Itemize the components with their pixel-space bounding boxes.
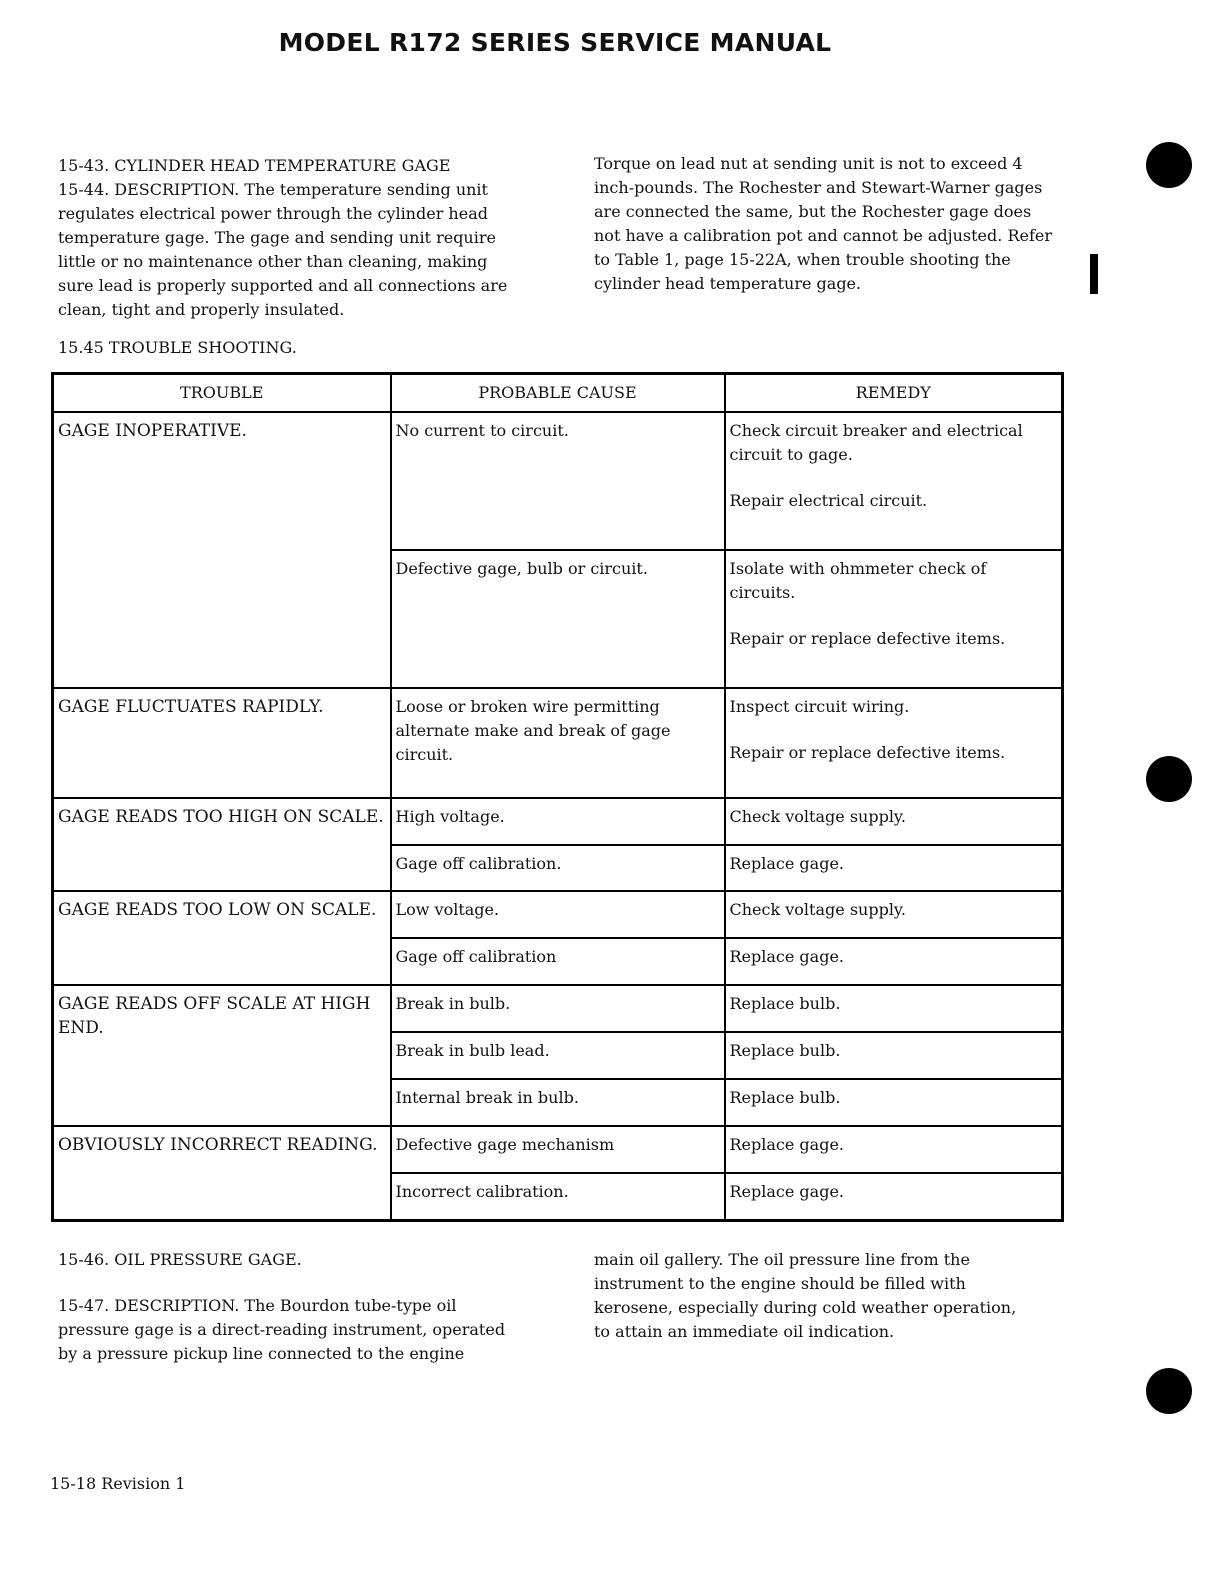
table-row [53,688,1063,797]
cause-cell: No current to circuit. [391,412,725,550]
remedy-text: Replace bulb. [729,1041,841,1061]
remedy-cell [725,891,1063,938]
remedy-text: Replace gage. [729,947,845,967]
table-header-row [53,374,1063,413]
cause-cell: Gage off calibration [391,938,725,985]
remedy-cell [725,1173,1063,1221]
trouble-cell: OBVIOUSLY INCORRECT READING. [53,1126,391,1221]
remedy-text: Replace gage. [729,853,845,873]
header-probable-cause: PROBABLE CAUSE [391,374,725,413]
cause-cell: Loose or broken wire permitting alternate make and break of gage circuit. [391,688,725,797]
header-remedy: REMEDY [725,374,1063,413]
remedy-text: Replace gage. [729,1135,845,1154]
binder-hole-top [1146,142,1192,188]
remedy-cell [725,1126,1063,1173]
trouble-shooting-heading: 15.45 TROUBLE SHOOTING. [58,338,297,357]
trouble-cell: GAGE READS TOO HIGH ON SCALE. [53,798,391,892]
remedy-cell [725,688,1063,797]
table-body [53,412,1063,1221]
remedy-text: Check circuit breaker and electrical circuit to gage. [729,421,1023,464]
remedy-text: Replace gage. [729,1181,845,1201]
oil-gage-heading: 15-46. OIL PRESSURE GAGE. [58,1250,302,1269]
page-footer: 15-18 Revision 1 [50,1474,186,1493]
oil-gage-description: 15-47. DESCRIPTION. The Bourdon tube-type oil pressure gage is a direct-reading instrument, operated by a pressure pickup line connected to the engine [58,1296,506,1363]
remedy-cell [725,550,1063,688]
table-row [53,985,1063,1032]
remedy-text: Repair electrical circuit. [729,491,928,510]
remedy-cell [725,1079,1063,1126]
remedy-text: Replace bulb. [729,1088,841,1108]
cause-cell: Break in bulb. [391,985,725,1032]
remedy-text: Repair or replace defective items. [729,743,1006,763]
table-row [53,798,1063,845]
cht-gage-heading: 15-43. CYLINDER HEAD TEMPERATURE GAGE [58,156,451,175]
cause-cell: High voltage. [391,798,725,845]
remedy-cell [725,845,1063,892]
trouble-cell: GAGE FLUCTUATES RAPIDLY. [53,688,391,797]
page-title: MODEL R172 SERIES SERVICE MANUAL [278,28,832,57]
table-row [53,891,1063,938]
cht-gage-description: 15-44. DESCRIPTION. The temperature sending unit regulates electrical power through the cylinder head temperature gage. The gage and sending unit require little or no maintenance other than cleaning, making sure lead is properly supported and all connections are clean, tight and properly insulated. [58,180,508,319]
cause-cell: Incorrect calibration. [391,1173,725,1221]
remedy-text: Isolate with ohmmeter check of circuits. [729,559,987,603]
cht-gage-torque-note [594,152,1054,296]
trouble-shooting-table [51,372,1064,1222]
trouble-cell: GAGE READS TOO LOW ON SCALE. [53,891,391,985]
cause-cell: Break in bulb lead. [391,1032,725,1079]
cause-cell: Low voltage. [391,891,725,938]
remedy-cell [725,938,1063,985]
oil-gage-section [58,1248,528,1366]
cause-cell: Gage off calibration. [391,845,725,892]
remedy-text: Check voltage supply. [729,900,906,920]
oil-gage-description-text: main oil gallery. The oil pressure line from the instrument to the engine should be filled with kerosene, especially during cold weather operation, to attain an immediate oil indication. [594,1250,1017,1341]
revision-change-bar [1090,254,1098,294]
remedy-cell [725,1032,1063,1079]
header-trouble: TROUBLE [53,374,391,413]
cause-cell: Defective gage mechanism [391,1126,725,1173]
trouble-cell: GAGE READS OFF SCALE AT HIGH END. [53,985,391,1126]
cht-gage-section [58,154,518,322]
remedy-text: Repair or replace defective items. [729,629,1006,649]
binder-hole-bottom [1146,1368,1192,1414]
remedy-cell [725,412,1063,550]
cause-cell: Internal break in bulb. [391,1079,725,1126]
binder-hole-middle [1146,756,1192,802]
remedy-text: Inspect circuit wiring. [729,697,910,717]
remedy-cell [725,985,1063,1032]
remedy-text: Replace bulb. [729,994,841,1014]
table-row [53,1126,1063,1173]
cht-gage-torque-text: Torque on lead nut at sending unit is not to exceed 4 inch-pounds. The Rochester and Stewart-Warner gages are connected the same, but the Rochester gage does not have a calibration pot and cannot be adjusted. Refer to Table 1, page 15-22A, when trouble shooting the cylinder head temperature gage. [594,154,1052,293]
remedy-text: Check voltage supply. [729,806,906,826]
remedy-cell [725,798,1063,845]
cause-cell: Defective gage, bulb or circuit. [391,550,725,688]
trouble-cell: GAGE INOPERATIVE. [53,412,391,688]
table-row [53,412,1063,550]
oil-gage-description-continued [594,1248,1034,1344]
